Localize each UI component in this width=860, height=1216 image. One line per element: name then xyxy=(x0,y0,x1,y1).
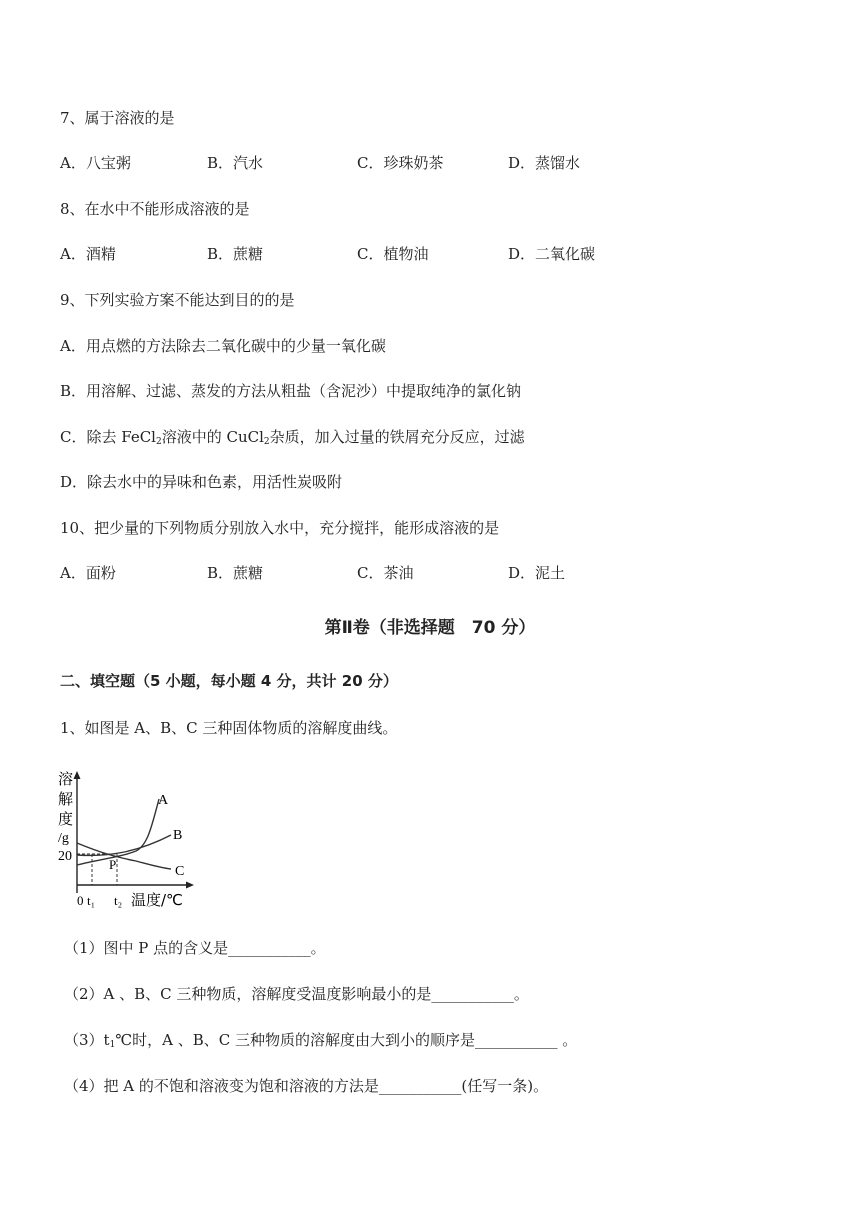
q8-stem: 8、在水中不能形成溶液的是 xyxy=(60,200,250,218)
q7-option-b: B．汽水 xyxy=(207,154,264,172)
q10-option-a: A．面粉 xyxy=(60,564,116,582)
q9-c-text-1: C．除去 FeCl xyxy=(60,428,156,446)
y-label-2: 解 xyxy=(58,790,74,808)
fill1-q3-text-1: （3）t xyxy=(64,1031,110,1049)
fill1-stem: 1、如图是 A、B、C 三种固体物质的溶解度曲线。 xyxy=(60,719,398,737)
q9-c-sub-1: 2 xyxy=(155,437,162,447)
solubility-curve-figure xyxy=(56,765,196,910)
q9-c-sub-2: 2 xyxy=(263,437,270,447)
x-axis-label: 温度/℃ xyxy=(131,891,183,909)
q7-option-a: A．八宝粥 xyxy=(60,154,131,172)
curve-a-label: A xyxy=(158,793,169,808)
x-tick-t1: t₁ xyxy=(87,893,96,908)
q10-option-d: D．泥土 xyxy=(508,564,566,582)
x-origin: 0 xyxy=(77,893,84,908)
q9-stem: 9、下列实验方案不能达到目的的是 xyxy=(60,291,295,309)
x-axis-arrow xyxy=(186,882,194,889)
q8-option-a: A．酒精 xyxy=(60,245,116,263)
q7-option-d: D．蒸馏水 xyxy=(508,154,581,172)
q9-option-a: A．用点燃的方法除去二氧化碳中的少量一氧化碳 xyxy=(60,337,386,355)
fill1-q2: （2）A 、B、C 三种物质，溶解度受温度影响最小的是___________。 xyxy=(64,985,529,1003)
q8-option-c: C．植物油 xyxy=(357,245,429,263)
fill1-q3-text-2: ℃时，A 、B、C 三种物质的溶解度由大到小的顺序是___________ 。 xyxy=(115,1031,578,1049)
q9-c-text-2: 溶液中的 CuCl xyxy=(161,428,264,446)
y-label-3: 度 xyxy=(58,810,74,828)
q9-c-text-3: 杂质，加入过量的铁屑充分反应，过滤 xyxy=(269,428,525,446)
q8-option-d: D．二氧化碳 xyxy=(508,245,596,263)
q7-option-c: C．珍珠奶茶 xyxy=(357,154,444,172)
q10-option-c: C．茶油 xyxy=(357,564,414,582)
x-tick-t2: t₂ xyxy=(114,893,123,908)
fill1-q3 xyxy=(64,1030,577,1055)
y-label-1: 溶 xyxy=(58,770,74,788)
q7-stem: 7、属于溶液的是 xyxy=(60,109,175,127)
q8-option-b: B．蔗糖 xyxy=(207,245,264,263)
y-tick-20: 20 xyxy=(58,849,72,864)
q9-option-d: D．除去水中的异味和色素，用活性炭吸附 xyxy=(60,473,343,491)
point-p-label: P xyxy=(109,857,117,872)
curve-c-label: C xyxy=(175,864,185,879)
curve-b xyxy=(77,835,171,855)
fill1-q1: （1）图中 P 点的含义是___________。 xyxy=(64,939,326,957)
q9-option-b: B．用溶解、过滤、蒸发的方法从粗盐（含泥沙）中提取纯净的氯化钠 xyxy=(60,382,522,400)
q10-option-b: B．蔗糖 xyxy=(207,564,264,582)
curve-b-label: B xyxy=(173,828,183,843)
fill1-q4: （4）把 A 的不饱和溶液变为饱和溶液的方法是___________(任写一条)。 xyxy=(64,1077,549,1095)
fill1-q3-sub: 1 xyxy=(109,1040,116,1050)
part-heading: 二、填空题（5 小题，每小题 4 分，共计 20 分） xyxy=(60,672,398,690)
y-label-4: /g xyxy=(58,831,69,846)
section-title: 第Ⅱ卷（非选择题 70 分） xyxy=(324,618,536,638)
q10-stem: 10、把少量的下列物质分别放入水中，充分搅拌，能形成溶液的是 xyxy=(60,519,500,537)
y-axis-arrow xyxy=(74,771,81,779)
q9-option-c xyxy=(60,427,525,452)
